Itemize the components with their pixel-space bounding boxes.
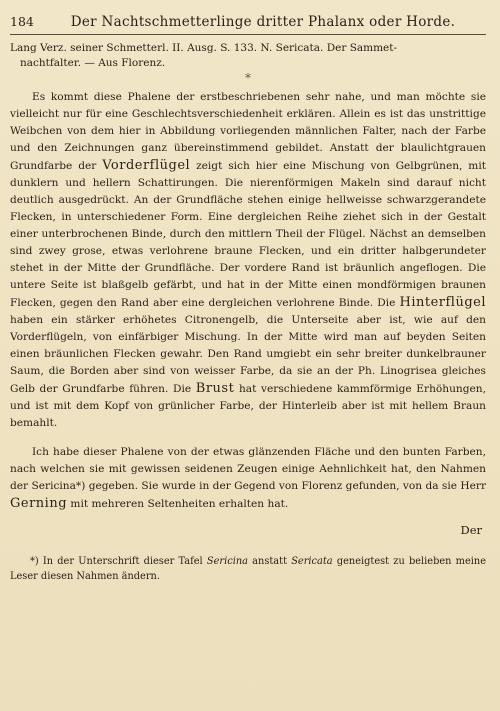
footnote-text-3: geneigtest zu belieben meine Leser diesen Nahmen ändern.: [10, 556, 486, 582]
paragraph-1-text-3: haben ein stärker erhöhetes Citronengelb, die Unterseite aber ist, wie auf den Vorderflügeln, von einfärbiger Mischung. In der Mitte wird man auf beyden Seiten einen bräunlichen Flecken gewahr. Den Rand umgiebt ein sehr breiter dunkelbrauner Saum, die Borden aber sind von weisser Farbe, da sie an der Ph. Linogrisea gleiches Gelb der Grundfarbe führen. Die: [10, 314, 486, 395]
reference-citation: [10, 41, 486, 71]
paragraph-2-text-2: mit mehreren Seltenheiten erhalten hat.: [67, 498, 289, 510]
paragraph-naming: [10, 444, 486, 513]
reference-line-2: nachtfalter. — Aus Florenz.: [20, 57, 166, 69]
name-gerning: Gerning: [10, 496, 68, 511]
footnote-term-sericina: Sericina: [206, 556, 248, 567]
paragraph-1-text-1: Es kommt diese Phalene der erstbeschriebenen sehr nahe, und man möchte sie vielleicht nur für eine Geschlechtsverschiedenheit erklären. Allein es ist das unstrittige Weibchen von dem hier in Abbildung vorliegenden männlichen Falter, nach der Farbe und den Zeichnungen ganz übereinstimmend gebildet. Anstatt der blaulichtgrauen Grundfarbe der: [10, 91, 486, 172]
page-number: 184: [10, 14, 34, 29]
footnote-text-2: anstatt: [247, 556, 292, 567]
running-head: Der Nachtschmetterlinge dritter Phalanx oder Horde.: [70, 14, 456, 30]
paragraph-1-text-2: zeigt sich hier eine Mischung von Gelbgrünen, mit dunklern und hellern Schattirungen. Die nierenförmigen Makeln sind darauf nicht deutlich ausgedrückt. An der Grundfläche stehen einige hellweisse schwarzgerandete Flecken, in unterschiedener Form. Eine dergleichen Reihe ziehet sich in der Gestalt einer unterbrochenen Binde, durch den mittlern Theil der Flügel. Nächst an demselben sind zwey grose, etwas verlohrene braune Flecken, und ein dritter halbgerundeter stehet in der Mitte der Grundfläche. Der vordere Rand ist bräunlich angeflogen. Die untere Seite ist blaßgelb gefärbt, und hat in der Mitte einen mondförmigen braunen Flecken, gegen den Rand aber eine dergleichen verlohrene Binde. Die: [10, 160, 487, 309]
asterisk-marker: *: [245, 71, 251, 85]
page-header: [10, 14, 486, 35]
reference-line-1: Lang Verz. seiner Schmetterl. II. Ausg. S. 133. N. Sericata. Der Sammet-: [10, 42, 398, 54]
catchword: Der: [460, 523, 482, 537]
term-hinterfluegel: Hinterflügel: [399, 295, 486, 310]
term-vorderfluegel: Vorderflügel: [102, 158, 191, 173]
footnote: [10, 554, 486, 584]
footnote-text-1: *) In der Unterschrift dieser Tafel: [30, 556, 207, 567]
term-brust: Brust: [195, 381, 235, 396]
paragraph-1-text-4: hat verschiedene kammförmige Erhöhungen, und ist mit dem Kopf von grünlicher Farbe, der Hinterleib aber ist mit hellem Braun bemahlt.: [10, 383, 486, 429]
paragraph-description: [10, 89, 486, 432]
paragraph-2-text-1: Ich habe dieser Phalene von der etwas glänzenden Fläche und den bunten Farben, nach welchen sie mit gewissen seidenen Zeugen einige Aehnlichkeit hat, den Nahmen der Sericina*) gegeben. Sie wurde in der Gegend von Florenz gefunden, von da sie Herr: [10, 446, 487, 492]
footnote-term-sericata: Sericata: [291, 556, 333, 567]
footnote-separator: [10, 545, 486, 546]
